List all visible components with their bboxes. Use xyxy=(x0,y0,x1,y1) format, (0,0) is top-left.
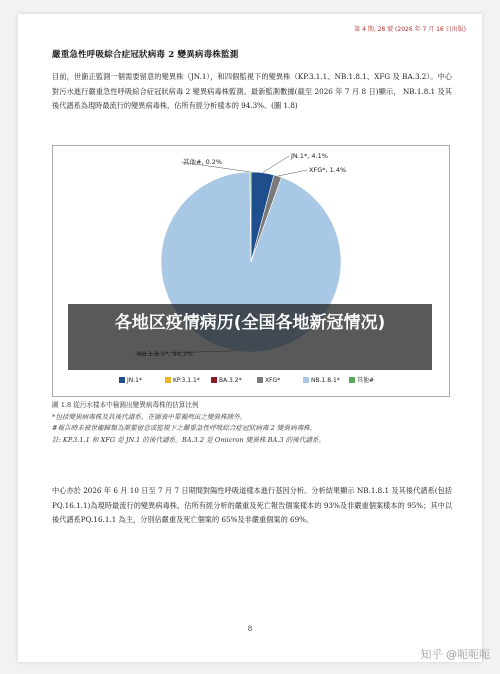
issue-header: 第 4 期, 28 號 (2026 年 7 月 16 日出版) xyxy=(354,26,466,33)
article-title-overlay[interactable]: 各地区疫情病历(全国各地新冠情况) xyxy=(68,304,432,370)
zhihu-watermark: 知乎 @呃呃呃 xyxy=(420,648,490,661)
page-number: 8 xyxy=(247,625,253,633)
pie-label-xfg: XFG*, 1.4% xyxy=(309,166,347,174)
paragraph-monitoring: 目前，世衞正監測一個需要留意的變異株（JN.1），和四個監視下的變異株（KP.3.1.1、NB.1.8.1、XFG 及 BA.3.2）。中心對污水進行嚴重急性呼吸綜合症冠狀病毒 2 變異病毒株監測。最新監測數據(截至 2026 年 7 月 8 日)顯示， NB.1.8.1 及其後代譜系為現時最流行的變異病毒株，佔所有經分析樣本的 94.3%。(圖 1.8) xyxy=(52,72,452,110)
legend-label-jn-1: JN.1* xyxy=(127,377,142,384)
legend-label-nb-1-8-1: NB.1.8.1* xyxy=(311,377,340,384)
pie-leader-jn-1 xyxy=(263,156,289,173)
section-title: 嚴重急性呼吸綜合症冠狀病毒 2 變異病毒株監測 xyxy=(52,50,239,60)
legend-swatch-xfg xyxy=(257,377,263,383)
pie-label-jn-1: JN.1*, 4.1% xyxy=(291,152,328,160)
figure-note-3: 註: KP.3.1.1 和 XFG 是 JN.1 的後代譜系。BA.3.2 是 Omicron 變異株 BA.3 的後代譜系。 xyxy=(52,435,326,444)
legend-swatch-other xyxy=(349,377,355,383)
figure-note-2: #報告時未被世衞歸類為需要留意或監視下之嚴重急性呼吸綜合症冠狀病毒 2 變異病毒株。 xyxy=(52,424,317,432)
legend-swatch-nb-1-8-1 xyxy=(303,377,309,383)
legend-swatch-kp-3-1-1 xyxy=(165,377,171,383)
legend-label-kp-3-1-1: KP.3.1.1* xyxy=(173,377,200,384)
pie-leader-xfg xyxy=(278,170,307,176)
paragraph-genetic-analysis: 中心亦於 2026 年 6 月 10 日至 7 月 7 日期間對陽性呼吸道樣本進行基因分析。分析結果顯示 NB.1.8.1 及其後代譜系(包括 PQ.16.1.1)為現時最流行的變異病毒株，佔所有經分析的嚴重及死亡報告個案樣本的 93%及非嚴重個案樣本的 95%；其中以後代譜系PQ.16.1.1 為主，分別佔嚴重及死亡個案的 65%及非嚴重個案的 69%。 xyxy=(52,486,452,524)
figure-caption-block xyxy=(52,400,452,446)
legend-label-ba-3-2: BA.3.2* xyxy=(219,377,242,384)
figure-caption: 圖 1.8 從污水樣本中檢測出變異病毒株的估算比例 xyxy=(52,401,199,409)
legend-label-xfg: XFG* xyxy=(265,377,281,384)
pie-label-other: 其他#, 0.2% xyxy=(183,158,223,166)
legend-label-other: 其他# xyxy=(357,377,375,384)
legend-swatch-ba-3-2 xyxy=(211,377,217,383)
figure-note-1: *包括變異病毒株及其後代譜系，在圖表中單獨列出之變異株除外。 xyxy=(52,412,247,421)
legend-swatch-jn-1 xyxy=(119,377,125,383)
